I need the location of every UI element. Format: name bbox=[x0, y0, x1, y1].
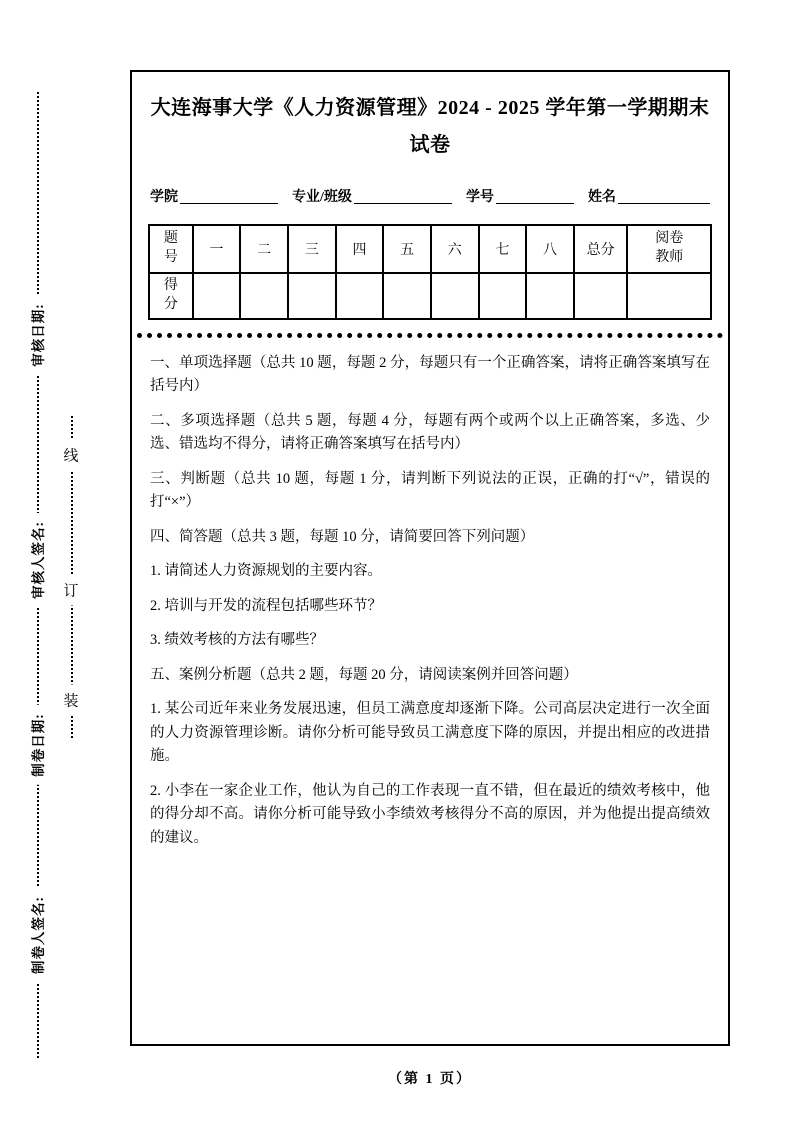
case-question-2: 2. 小李在一家企业工作，他认为自己的工作表现一直不错，但在最近的绩效考核中，他的得分却不高。请你分析可能导致小李绩效考核得分不高的原因，并为他提出提高绩效的建议。 bbox=[150, 782, 710, 846]
score-table-col-8: 八 bbox=[526, 225, 574, 273]
score-cell bbox=[574, 273, 628, 319]
score-cell bbox=[627, 273, 711, 319]
score-cell bbox=[383, 273, 431, 319]
score-table-col-6: 六 bbox=[431, 225, 479, 273]
name-field bbox=[588, 186, 710, 206]
dotted-separator bbox=[137, 333, 723, 338]
section-heading-single-choice: 一、单项选择题（总共 10 题，每题 2 分，每题只有一个正确答案，请将正确答案填写在括号内） bbox=[150, 355, 710, 395]
college-field-blank[interactable] bbox=[180, 188, 278, 204]
exam-title: 大连海事大学《人力资源管理》2024 - 2025 学年第一学期期末试卷 bbox=[150, 97, 710, 156]
student-id-field-blank[interactable] bbox=[496, 188, 574, 204]
case-question-1: 1. 某公司近年来业务发展迅速，但员工满意度却逐渐下降。公司高层决定进行一次全面的人力资源管理诊断。请你分析可能导致员工满意度下降的原因，并提出相应的改进措施。 bbox=[150, 701, 710, 765]
score-table-col-7: 七 bbox=[479, 225, 527, 273]
score-cell bbox=[431, 273, 479, 319]
name-field-label: 姓名 bbox=[587, 190, 616, 205]
exam-paper-frame bbox=[130, 70, 730, 1046]
student-id-field-label: 学号 bbox=[465, 190, 494, 205]
score-table-col-2: 二 bbox=[240, 225, 288, 273]
score-cell bbox=[336, 273, 384, 319]
name-field-blank[interactable] bbox=[618, 188, 710, 204]
major-class-field-blank[interactable] bbox=[354, 188, 452, 204]
score-table-col-5: 五 bbox=[383, 225, 431, 273]
score-cell bbox=[526, 273, 574, 319]
college-field bbox=[150, 186, 278, 206]
score-cell bbox=[288, 273, 336, 319]
student-id-field bbox=[466, 186, 574, 206]
student-info-row bbox=[148, 186, 712, 206]
score-table-col-4: 四 bbox=[336, 225, 384, 273]
score-table-col-1: 一 bbox=[193, 225, 241, 273]
score-cell bbox=[479, 273, 527, 319]
section-heading-case-analysis: 五、案例分析题（总共 2 题，每题 20 分，请阅读案例并回答问题） bbox=[150, 666, 578, 683]
short-answer-question-2: 2. 培训与开发的流程包括哪些环节？ bbox=[150, 597, 382, 614]
section-heading-true-false: 三、判断题（总共 10 题，每题 1 分，请判断下列说法的正误，正确的打“√”，错误的打“×”） bbox=[150, 470, 710, 511]
score-table bbox=[148, 224, 712, 320]
section-heading-short-answer: 四、简答题（总共 3 题，每题 10 分，请简要回答下列问题） bbox=[150, 528, 535, 545]
short-answer-question-3: 3. 绩效考核的方法有哪些？ bbox=[150, 632, 324, 649]
page-number: （第 1 页） bbox=[388, 1072, 472, 1087]
score-row bbox=[149, 273, 711, 319]
college-field-label: 学院 bbox=[150, 190, 179, 205]
score-cell bbox=[193, 273, 241, 319]
major-class-field bbox=[292, 186, 452, 206]
score-row-label-cell: 得分 bbox=[149, 273, 193, 319]
score-table-total-cell: 总分 bbox=[574, 225, 628, 273]
score-table-header-row bbox=[149, 225, 711, 273]
score-table-col-3: 三 bbox=[288, 225, 336, 273]
score-table-question-number-cell: 题号 bbox=[149, 225, 193, 273]
score-cell bbox=[240, 273, 288, 319]
section-heading-multi-choice: 二、多项选择题（总共 5 题，每题 4 分，每题有两个或两个以上正确答案，多选、少选、错选均不得分，请将正确答案填写在括号内） bbox=[150, 412, 710, 453]
score-table-grader-cell: 阅卷教师 bbox=[627, 225, 711, 273]
major-class-field-label: 专业/班级 bbox=[292, 190, 352, 205]
exam-body bbox=[148, 352, 712, 850]
short-answer-question-1: 1. 请简述人力资源规划的主要内容。 bbox=[150, 563, 382, 580]
